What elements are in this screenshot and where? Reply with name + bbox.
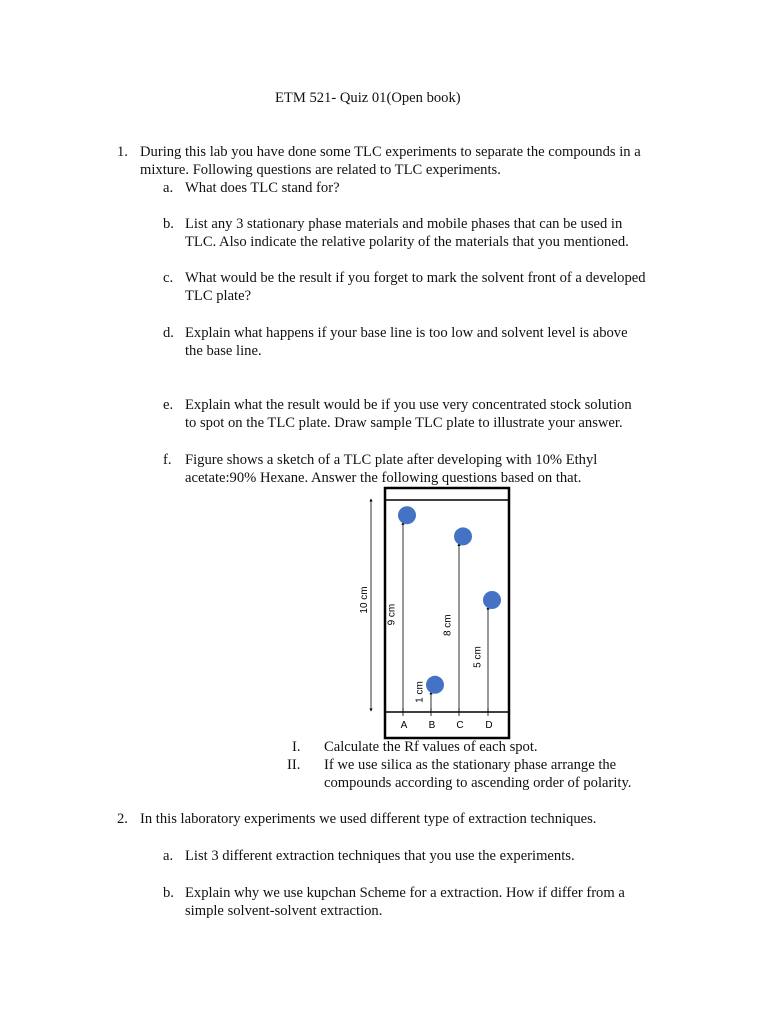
- spot-distance-label-c: 8 cm: [442, 614, 454, 637]
- part-b-line: TLC. Also indicate the relative polarity of the materials that you mentioned.: [185, 234, 629, 250]
- solvent-front-distance-label: 10 cm: [359, 586, 370, 614]
- part-c-line: TLC plate?: [185, 288, 252, 304]
- lane-label-c: C: [456, 720, 464, 731]
- tlc-spot-a: [398, 506, 416, 524]
- question-2-line: In this laboratory experiments we used different type of extraction techniques.: [140, 811, 597, 827]
- question-1-line: mixture. Following questions are related to TLC experiments.: [140, 162, 501, 178]
- subpart-2-line: If we use silica as the stationary phase arrange the: [324, 757, 617, 773]
- part-f-line: Figure shows a sketch of a TLC plate after developing with 10% Ethyl: [185, 452, 598, 468]
- tlc-spot-b: [426, 676, 444, 694]
- question-2-number: 2.: [117, 811, 128, 827]
- part-b-line: List any 3 stationary phase materials and mobile phases that can be used in: [185, 216, 623, 232]
- spot-distance-label-d: 5 cm: [472, 646, 484, 668]
- tlc-plate-figure: [340, 480, 540, 740]
- subpart-2-number: II.: [287, 757, 301, 773]
- q2-part-b-letter: b.: [163, 885, 174, 901]
- q2-part-b-line: Explain why we use kupchan Scheme for a extraction. How if differ from a: [185, 885, 625, 901]
- part-e-line: to spot on the TLC plate. Draw sample TLC plate to illustrate your answer.: [185, 415, 623, 431]
- subpart-1-line: Calculate the Rf values of each spot.: [324, 739, 538, 755]
- subpart-1-number: I.: [292, 739, 301, 755]
- question-1-number: 1.: [117, 144, 128, 160]
- part-e-line: Explain what the result would be if you use very concentrated stock solution: [185, 397, 632, 413]
- tlc-spot-d: [483, 591, 501, 609]
- lane-label-d: D: [485, 720, 493, 731]
- part-a-line: What does TLC stand for?: [185, 180, 340, 196]
- lane-label-b: B: [428, 720, 436, 731]
- part-d-letter: d.: [163, 325, 174, 341]
- part-f-letter: f.: [163, 452, 172, 468]
- question-1-line: During this lab you have done some TLC experiments to separate the compounds in a: [140, 144, 641, 160]
- part-f-line: acetate:90% Hexane. Answer the following questions based on that.: [185, 470, 582, 486]
- spot-distance-label-a: 9 cm: [386, 603, 398, 626]
- tlc-plate: [385, 488, 509, 738]
- part-b-letter: b.: [163, 216, 174, 232]
- spot-distance-label-b: 1 cm: [414, 681, 426, 703]
- lane-label-a: A: [400, 720, 408, 731]
- part-a-letter: a.: [163, 180, 174, 196]
- part-e-letter: e.: [163, 397, 174, 413]
- tlc-spot-c: [454, 527, 472, 545]
- q2-part-b-line: simple solvent-solvent extraction.: [185, 903, 383, 919]
- part-c-line: What would be the result if you forget to mark the solvent front of a developed: [185, 270, 646, 286]
- q2-part-a-line: List 3 different extraction techniques that you use the experiments.: [185, 848, 575, 864]
- subpart-2-line: compounds according to ascending order of polarity.: [324, 775, 632, 791]
- quiz-title: ETM 521- Quiz 01(Open book): [275, 90, 461, 106]
- q2-part-a-letter: a.: [163, 848, 174, 864]
- part-d-line: Explain what happens if your base line is too low and solvent level is above: [185, 325, 628, 341]
- part-d-line: the base line.: [185, 343, 262, 359]
- part-c-letter: c.: [163, 270, 174, 286]
